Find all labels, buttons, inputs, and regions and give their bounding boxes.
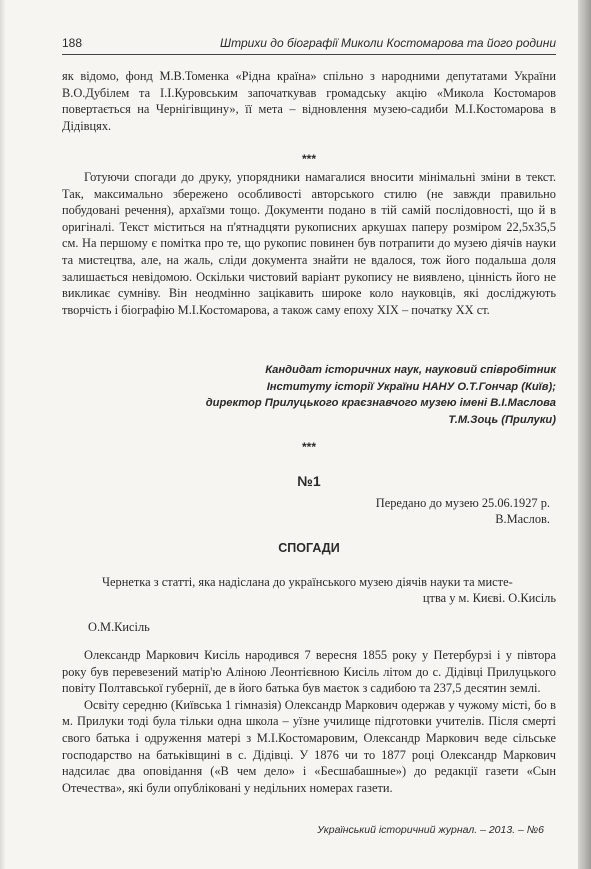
transfer-date: Передано до музею 25.06.1927 р. — [375, 496, 550, 510]
draft-note — [62, 574, 556, 606]
transfer-signer: В.Маслов. — [495, 512, 550, 526]
signature-line: директор Прилуцького краєзнавчого музею імені В.І.Маслова — [205, 397, 556, 409]
page-number: 188 — [62, 36, 83, 50]
separator-stars-2: *** — [301, 440, 316, 454]
signature-block — [206, 362, 556, 428]
document-number: №1 — [297, 473, 321, 489]
signature-line: Кандидат історичних наук, науковий співробітник — [265, 364, 556, 376]
page-edge-shadow — [0, 0, 6, 869]
signature-line: Інституту історії України НАНУ О.Т.Гончар (Київ); — [266, 380, 556, 393]
body-paragraph: Освіту середню (Київська 1 гімназія) Олександр Маркович одержав у чужому місті, бо в м. Прилуки тоді була тільки одна школа – уїзне училище підготовки учителів. Після смерті свого батька і одруження матері з М.І.Костомаровим, Олександр Маркович веде сільське господарство на батьківщині в с. Дідівці. У 1876 чи то 1877 році Олександр Маркович надсилає два оповідання («В чем дело» і «Бесшабашные») до редакції газети «Сын Отечества», які були опубліковані у недільних номерах газети. — [62, 697, 556, 795]
signature-line: Т.М.Зоць (Прилуки) — [448, 413, 556, 426]
main-paragraph: Готуючи спогади до друку, упорядники намагалися вносити мінімальні зміни в текст. Так, максимально збережено особливості авторського стилю (не завжди правильно побудовані речення), архаїзми тощо. Документи подано в тій самій послідовності, що й в оригіналі. Текст міститься на п'ятнадцяти рукописних аркушах паперу розміром 22,5х35,5 см. На першому є помітка про те, що рукопис повинен був потрапити до музею діячів науки та мистецтва, але, на жаль, сліди документа знайти не вдалося, тож його подальша доля залишається невідомою. Оскільки чистовий варіант рукопису не виявлено, цінність його не викликає сумніву. Він неодмінно зацікавить широке коло науковців, які досліджують творчість і біографію М.І.Костомарова, а також саму епоху XIX – початку XX ст. — [62, 170, 556, 317]
main-block — [62, 169, 556, 318]
draft-note-line: цтва у м. Києві. О.Кисіль — [422, 591, 556, 605]
running-title: Штрихи до біографії Миколи Костомарова та його родини — [220, 36, 556, 50]
separator-stars: *** — [301, 152, 316, 166]
transfer-note — [376, 495, 550, 527]
book-spine — [578, 0, 591, 869]
journal-footer: Український історичний журнал. – 2013. – №6 — [317, 824, 544, 836]
intro-block — [62, 68, 556, 134]
header-rule — [62, 54, 556, 55]
author-name: О.М.Кисіль — [88, 620, 150, 634]
section-heading: СПОГАДИ — [278, 541, 340, 555]
draft-note-line: Чернетка з статті, яка надіслана до українського музею діячів науки та мисте- — [102, 575, 513, 589]
body-block — [62, 647, 556, 796]
running-header — [62, 34, 556, 54]
body-paragraph: Олександр Маркович Кисіль народився 7 вересня 1855 року у Петербурзі і у півтора року був перевезений матір'ю Аліною Леонтієвною Кисіль літом до с. Дідівці Прилуцького повіту Полтавської губернії, де в його батька був маєток з садибою та 237,5 десятин землі. — [62, 648, 556, 696]
intro-paragraph: як відомо, фонд М.В.Томенка «Рідна країна» спільно з народними депутатами України В.О.Дубілем та І.І.Куровським започаткував громадську акцію «Микола Костомаров повертається на Чернігівщину», її мета – відновлення музею-садиби М.І.Костомарова в Дідівцях. — [62, 69, 556, 133]
